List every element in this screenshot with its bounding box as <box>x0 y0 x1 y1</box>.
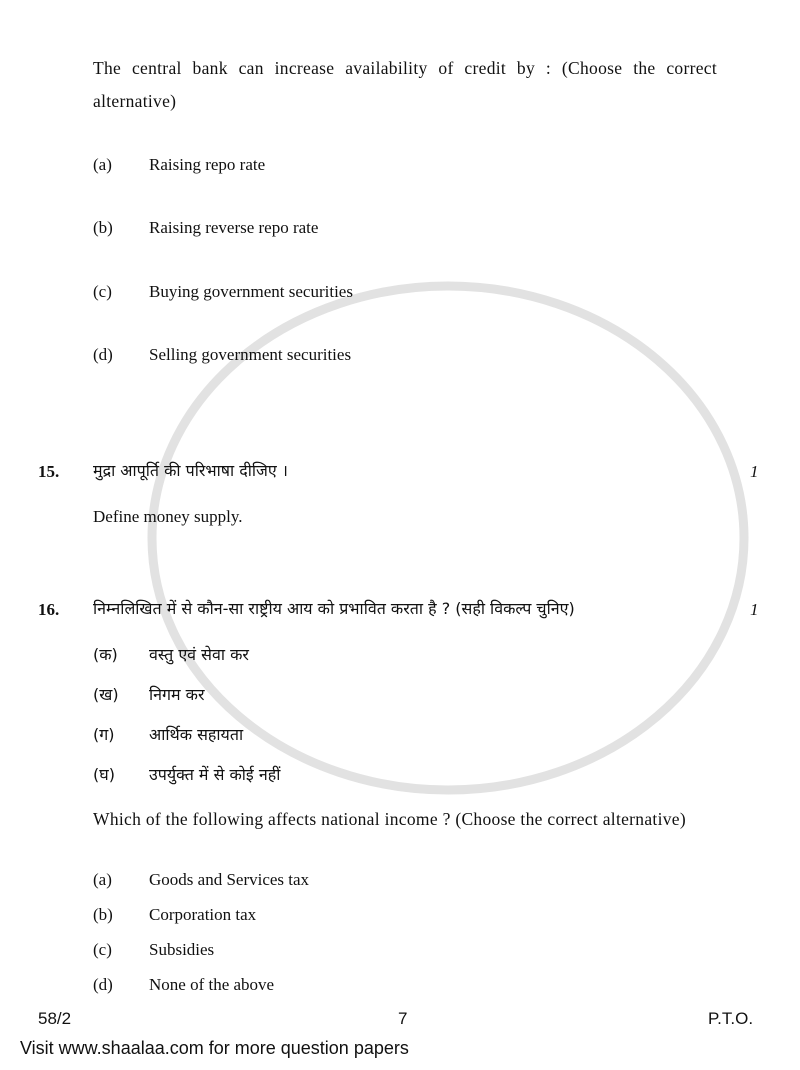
q16-hindi-option-text: निगम कर <box>149 685 205 704</box>
q16-option-label: (a) <box>93 870 112 889</box>
q16-hindi-option-label: (ग) <box>93 725 115 744</box>
q16-option-text: Corporation tax <box>149 905 257 924</box>
q14-option-text: Selling government securities <box>149 345 352 364</box>
q14-option-label: (a) <box>93 155 112 174</box>
q16-option-text: Goods and Services tax <box>149 870 310 889</box>
q16-option-label: (b) <box>93 905 113 924</box>
footer-visit-link[interactable]: Visit www.shaalaa.com for more question papers <box>20 1038 409 1058</box>
q16-hindi-option-text: वस्तु एवं सेवा कर <box>149 645 249 664</box>
footer-pto: P.T.O. <box>708 1009 754 1028</box>
q14-option-label: (b) <box>93 218 113 237</box>
q15-english: Define money supply. <box>93 507 243 526</box>
q16-option-label: (c) <box>93 940 112 959</box>
q14-option-text: Raising reverse repo rate <box>149 218 319 237</box>
q14-option-label: (d) <box>93 345 113 364</box>
q16-hindi-option-label: (घ) <box>93 765 115 784</box>
q16-english: Which of the following affects national income ? (Choose the correct alternative) <box>93 809 686 829</box>
q16-hindi-option-text: उपर्युक्त में से कोई नहीं <box>149 765 281 784</box>
q14-stem: The central bank can increase availability of credit by : (Choose the correct alternative) <box>93 58 717 111</box>
footer-page-number: 7 <box>398 1009 408 1028</box>
q16-option-text: None of the above <box>149 975 275 994</box>
q14-option-text: Buying government securities <box>149 282 353 301</box>
q15-hindi: मुद्रा आपूर्ति की परिभाषा दीजिए । <box>93 461 288 480</box>
q14-option-label: (c) <box>93 282 112 301</box>
q15-marks: 1 <box>750 462 759 481</box>
q16-hindi-option-label: (ख) <box>93 685 119 704</box>
q16-marks: 1 <box>750 600 759 619</box>
q16-option-label: (d) <box>93 975 113 994</box>
q16-hindi-option-text: आर्थिक सहायता <box>149 725 244 744</box>
q14-option-text: Raising repo rate <box>149 155 266 174</box>
footer-paper-code: 58/2 <box>38 1009 72 1028</box>
q15-number: 15. <box>38 462 60 481</box>
q16-hindi: निम्नलिखित में से कौन-सा राष्ट्रीय आय को प्रभावित करता है ? (सही विकल्प चुनिए) <box>93 599 575 618</box>
q16-option-text: Subsidies <box>149 940 215 959</box>
q16-hindi-option-label: (क) <box>93 645 118 664</box>
q16-number: 16. <box>38 600 60 619</box>
